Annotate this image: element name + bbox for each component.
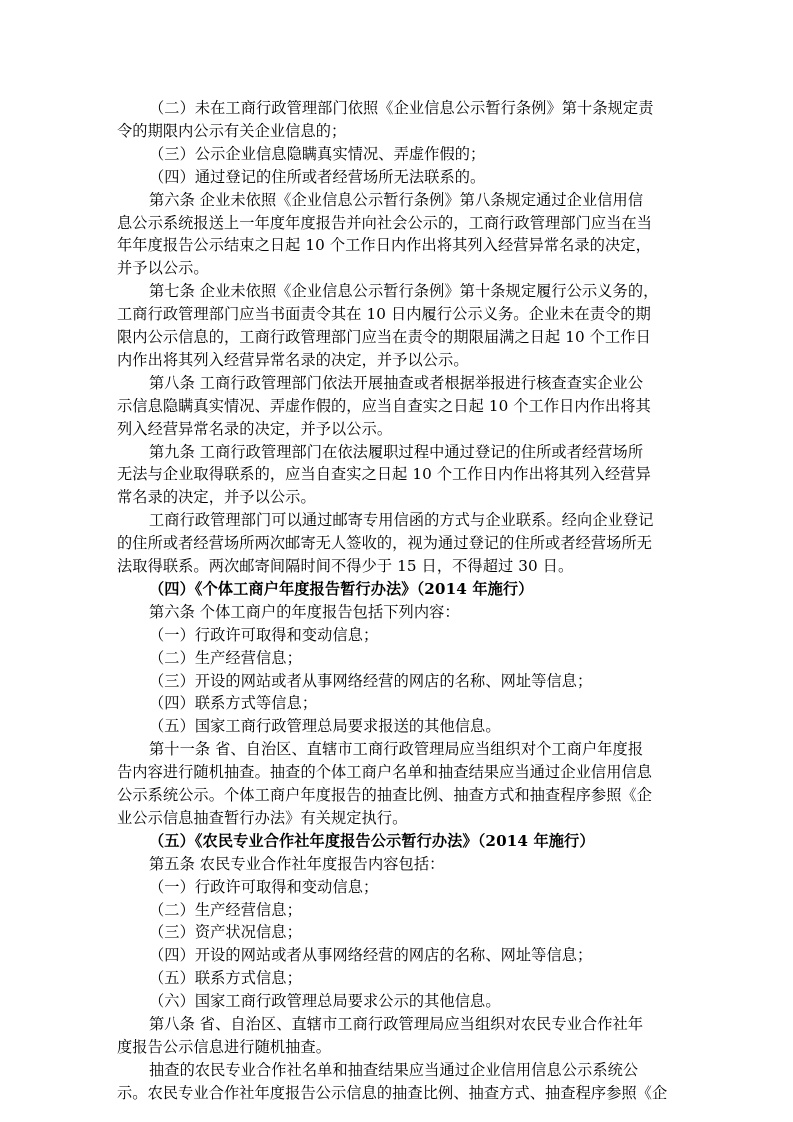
text-line: （三）开设的网站或者从事网络经营的网店的名称、网址等信息； bbox=[149, 671, 593, 690]
text-line: 示信息隐瞒真实情况、弄虚作假的，应当自查实之日起 10 个工作日内作出将其 bbox=[117, 396, 651, 415]
text-line: （一）行政许可取得和变动信息； bbox=[149, 877, 379, 896]
text-line: 工商行政管理部门应当书面责令其在 10 日内履行公示义务。企业未在责令的期 bbox=[117, 305, 651, 324]
text-line: （五）联系方式信息； bbox=[149, 969, 302, 988]
text-line: 内作出将其列入经营异常名录的决定，并予以公示。 bbox=[117, 350, 469, 369]
section-heading: （五）《农民专业合作社年度报告公示暂行办法》（2014 年施行） bbox=[149, 831, 595, 850]
text-line: 告内容进行随机抽查。抽查的个体工商户名单和抽查结果应当通过企业信用信息 bbox=[117, 763, 653, 782]
text-line: 第六条 个体工商户的年度报告包括下列内容： bbox=[149, 602, 460, 621]
text-line: 第七条 企业未依照《企业信息公示暂行条例》第十条规定履行公示义务的， bbox=[149, 282, 659, 301]
text-line: 示。农民专业合作社年度报告公示信息的抽查比例、抽查方式、抽查程序参照《企 bbox=[117, 1083, 668, 1102]
text-line: （五）国家工商行政管理总局要求报送的其他信息。 bbox=[149, 717, 501, 736]
text-line: 令的期限内公示有关企业信息的； bbox=[117, 121, 347, 140]
text-line: 法取得联系。两次邮寄间隔时间不得少于 15 日，不得超过 30 日。 bbox=[117, 557, 574, 575]
text-line: 公示系统公示。个体工商户年度报告的抽查比例、抽查方式和抽查程序参照《企 bbox=[117, 786, 653, 804]
text-line: 第八条 工商行政管理部门依法开展抽查或者根据举报进行核查查实企业公 bbox=[149, 373, 644, 392]
section-heading: （四）《个体工商户年度报告暂行办法》（2014 年施行） bbox=[149, 579, 534, 598]
text-line: 无法与企业取得联系的，应当自查实之日起 10 个工作日内作出将其列入经营异 bbox=[117, 465, 651, 484]
text-line: 息公示系统报送上一年度年度报告并向社会公示的，工商行政管理部门应当在当 bbox=[117, 213, 653, 232]
text-line: （一）行政许可取得和变动信息； bbox=[149, 625, 379, 644]
text-line: （四）开设的网站或者从事网络经营的网店的名称、网址等信息； bbox=[149, 946, 593, 965]
text-line: （六）国家工商行政管理总局要求公示的其他信息。 bbox=[149, 992, 501, 1011]
text-line: （四）通过登记的住所或者经营场所无法联系的。 bbox=[149, 167, 486, 186]
text-line: 抽查的农民专业合作社名单和抽查结果应当通过企业信用信息公示系统公 bbox=[149, 1060, 639, 1079]
text-line: 工商行政管理部门可以通过邮寄专用信函的方式与企业联系。经向企业登记 bbox=[149, 511, 654, 530]
text-line: （四）联系方式等信息； bbox=[149, 694, 318, 713]
text-line: 第十一条 省、自治区、直辖市工商行政管理局应当组织对个工商户年度报 bbox=[149, 740, 644, 759]
text-line: （二）生产经营信息； bbox=[149, 648, 302, 667]
text-line: 的住所或者经营场所两次邮寄无人签收的，视为通过登记的住所或者经营场所无 bbox=[117, 534, 653, 553]
text-line: 年年度报告公示结束之日起 10 个工作日内作出将其列入经营异常名录的决定， bbox=[117, 236, 651, 255]
text-line: 限内公示信息的，工商行政管理部门应当在责令的期限届满之日起 10 个工作日 bbox=[117, 328, 651, 346]
text-line: 并予以公示。 bbox=[117, 259, 209, 278]
text-line: 第五条 农民专业合作社年度报告内容包括： bbox=[149, 854, 445, 873]
text-line: （二）未在工商行政管理部门依照《企业信息公示暂行条例》第十条规定责 bbox=[149, 99, 654, 117]
text-line: 第八条 省、自治区、直辖市工商行政管理局应当组织对农民专业合作社年 bbox=[149, 1015, 644, 1033]
text-line: 第六条 企业未依照《企业信息公示暂行条例》第八条规定通过企业信用信 bbox=[149, 190, 644, 209]
text-line: （三）资产状况信息； bbox=[149, 923, 302, 942]
text-line: 第九条 工商行政管理部门在依法履职过程中通过登记的住所或者经营场所 bbox=[149, 442, 644, 461]
text-line: 常名录的决定，并予以公示。 bbox=[117, 488, 316, 507]
text-line: 列入经营异常名录的决定，并予以公示。 bbox=[117, 419, 393, 438]
text-line: （二）生产经营信息； bbox=[149, 900, 302, 919]
text-line: （三）公示企业信息隐瞒真实情况、弄虚作假的； bbox=[149, 144, 486, 163]
text-line: 度报告公示信息进行随机抽查。 bbox=[117, 1037, 332, 1056]
text-line: 业公示信息抽查暂行办法》有关规定执行。 bbox=[117, 808, 408, 827]
